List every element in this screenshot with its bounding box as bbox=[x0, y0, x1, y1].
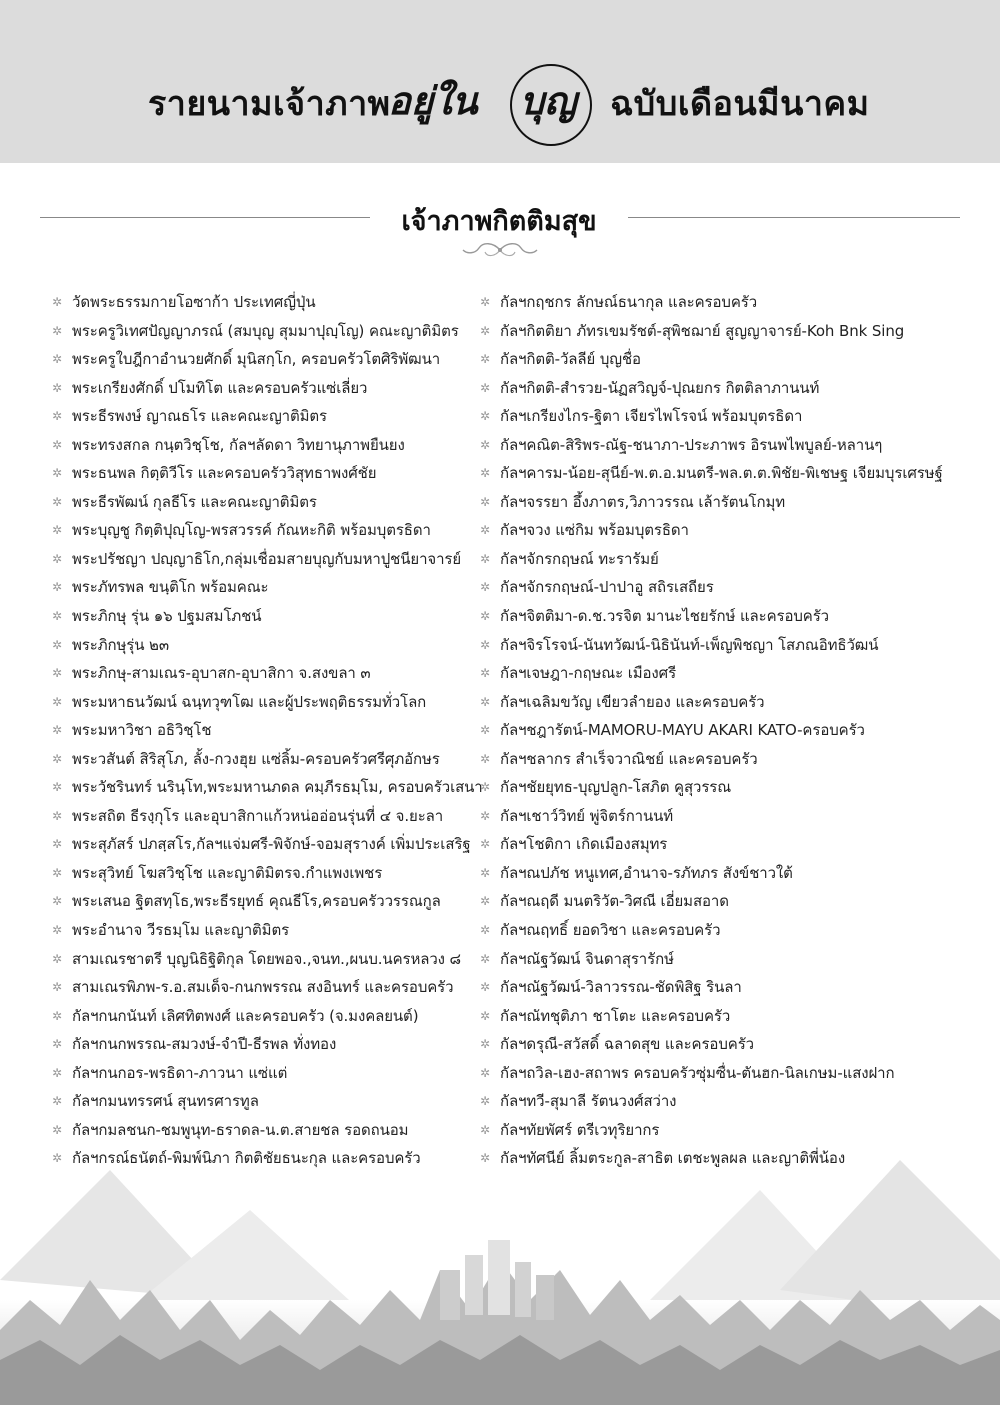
list-item bbox=[478, 402, 978, 431]
list-item bbox=[50, 1002, 490, 1031]
star-bullet-icon: ✲ bbox=[52, 694, 63, 709]
list-item bbox=[50, 573, 490, 602]
header-band bbox=[0, 0, 1000, 163]
sponsor-list-right bbox=[478, 288, 978, 1173]
list-item bbox=[50, 659, 490, 688]
list-item bbox=[478, 317, 978, 346]
star-bullet-icon: ✲ bbox=[480, 523, 491, 538]
list-item bbox=[50, 716, 490, 745]
sponsor-name: พระเสนอ ฐิตสทฺโธ,พระธีรยุทธ์ คุณธีโร,ครอบครัววรรณกูล bbox=[72, 892, 441, 911]
sponsor-name: กัลฯถวิล-เฮง-สถาพร ครอบครัวซุ่มซื่น-ตันฮก-นิลเกษม-แสงฝาก bbox=[500, 1063, 895, 1082]
sponsor-name: กัลฯณัทชุติภา ชาโตะ และครอบครัว bbox=[500, 1006, 731, 1025]
list-item bbox=[478, 688, 978, 717]
sponsor-name: พระทรงสกล กนฺตวิชฺโช, กัลฯลัดดา วิทยานุภาพยืนยง bbox=[72, 435, 405, 454]
sponsor-name: กัลฯชัยยุทธ-บุญปลูก-โสภิต คูสุวรรณ bbox=[500, 778, 732, 797]
star-bullet-icon: ✲ bbox=[52, 951, 63, 966]
sponsor-name: วัดพระธรรมกายโอซาก้า ประเทศญี่ปุ่น bbox=[72, 293, 316, 311]
list-item bbox=[478, 631, 978, 660]
star-bullet-icon: ✲ bbox=[52, 723, 63, 738]
sponsor-name: กัลฯเกรียงไกร-ฐิตา เจียรไพโรจน์ พร้อมบุตรธิดา bbox=[500, 407, 803, 426]
star-bullet-icon: ✲ bbox=[52, 1065, 63, 1080]
sponsor-name: กัลฯณฤดี มนตริวัต-วิศณี เอี่ยมสอาด bbox=[500, 892, 729, 911]
sponsor-name: กัลฯกนกพรรณ-สมวงษ์-จำปี-ธีรพล ทั่งทอง bbox=[72, 1035, 337, 1054]
list-item bbox=[478, 916, 978, 945]
sponsor-name: กัลฯทัศนีย์ ลิ้มตระกูล-สาธิต เตชะพูลผล และญาติพี่น้อง bbox=[500, 1149, 846, 1168]
list-item bbox=[478, 1116, 978, 1145]
star-bullet-icon: ✲ bbox=[480, 580, 491, 595]
star-bullet-icon: ✲ bbox=[480, 494, 491, 509]
star-bullet-icon: ✲ bbox=[52, 409, 63, 424]
sponsor-name: กัลฯกนกนันท์ เลิศทิตพงศ์ และครอบครัว (จ.มงคลยนต์) bbox=[72, 1006, 419, 1025]
list-item bbox=[50, 859, 490, 888]
star-bullet-icon: ✲ bbox=[52, 437, 63, 452]
star-bullet-icon: ✲ bbox=[480, 808, 491, 823]
sponsor-name: กัลฯเชาว์วิทย์ พู่จิตร์กานนท์ bbox=[500, 806, 674, 825]
sponsor-name: พระธีรพัฒน์ กุลธีโร และคณะญาติมิตร bbox=[72, 492, 317, 511]
list-item bbox=[478, 545, 978, 574]
sponsor-name: กัลฯจิตติมา-ด.ช.วรจิต มานะไชยรักษ์ และครอบครัว bbox=[500, 607, 830, 626]
star-bullet-icon: ✲ bbox=[480, 551, 491, 566]
star-bullet-icon: ✲ bbox=[480, 609, 491, 624]
sponsor-name: กัลฯจรรยา อึ้งภาตร,วิภาวรรณ เล้ารัตนโกมุท bbox=[500, 492, 786, 511]
star-bullet-icon: ✲ bbox=[480, 323, 491, 338]
list-item bbox=[50, 402, 490, 431]
sponsor-name: พระมหาธนวัฒน์ ฉนฺทวุฑโฒ และผู้ประพฤติธรรมทั่วโลก bbox=[72, 692, 427, 711]
star-bullet-icon: ✲ bbox=[52, 637, 63, 652]
list-item bbox=[478, 488, 978, 517]
sponsor-name: กัลฯจิรโรจน์-นันทวัฒน์-นิธินันท์-เพ็ญพิชญา โสภณอิทธิวัฒน์ bbox=[500, 635, 879, 654]
star-bullet-icon: ✲ bbox=[480, 295, 491, 309]
sponsor-name: กัลฯทัยพัศร์ ตรีเวทุริยากร bbox=[500, 1120, 660, 1139]
star-bullet-icon: ✲ bbox=[480, 694, 491, 709]
star-bullet-icon: ✲ bbox=[480, 1008, 491, 1023]
sponsor-name: กัลฯณฤทธิ์ ยอดวิชา และครอบครัว bbox=[500, 921, 721, 940]
star-bullet-icon: ✲ bbox=[480, 409, 491, 424]
list-item bbox=[50, 830, 490, 859]
star-bullet-icon: ✲ bbox=[52, 1151, 63, 1166]
sponsor-name: กัลฯชลากร สำเร็จวาณิชย์ และครอบครัว bbox=[500, 749, 758, 768]
sponsor-list-left bbox=[50, 288, 490, 1173]
list-item bbox=[50, 1116, 490, 1145]
star-bullet-icon: ✲ bbox=[52, 295, 63, 309]
divider-right bbox=[628, 217, 960, 218]
sponsor-name: พระสุภัสร์ ปภสฺสโร,กัลฯแจ่มศรี-พิจักษ์-จอมสุรางค์ เพิ่มประเสริฐ bbox=[72, 835, 471, 854]
star-bullet-icon: ✲ bbox=[480, 1094, 491, 1109]
sponsor-name: พระสุวิทย์ โฆสวิชฺโช และญาติมิตรจ.กำแพงเพชร bbox=[72, 863, 383, 882]
list-item bbox=[478, 459, 978, 488]
header-title-right: ฉบับเดือนมีนาคม bbox=[610, 84, 870, 124]
star-bullet-icon: ✲ bbox=[480, 751, 491, 766]
star-bullet-icon: ✲ bbox=[52, 666, 63, 681]
list-item bbox=[50, 916, 490, 945]
list-item bbox=[478, 516, 978, 545]
list-item bbox=[478, 1002, 978, 1031]
list-item bbox=[50, 602, 490, 631]
sponsor-name: พระวสันต์ สิริสุโภ, ลั้ง-กวงฮุย แซ่ลิ้ม-ครอบครัวศรีศุภอักษร bbox=[72, 749, 440, 768]
star-bullet-icon: ✲ bbox=[52, 580, 63, 595]
star-bullet-icon: ✲ bbox=[480, 837, 491, 852]
star-bullet-icon: ✲ bbox=[52, 837, 63, 852]
list-item bbox=[50, 688, 490, 717]
sponsor-name: พระภิกษุ รุ่น ๑๖ ปฐมสมโภชน์ bbox=[72, 607, 262, 626]
sponsor-name: พระปรัชญา ปญฺญาธิโก,กลุ่มเชื่อมสายบุญกับมหาปูชนียาจารย์ bbox=[72, 549, 462, 568]
list-item bbox=[50, 773, 490, 802]
star-bullet-icon: ✲ bbox=[480, 666, 491, 681]
star-bullet-icon: ✲ bbox=[480, 380, 491, 395]
sponsor-name: กัลฯเฉลิมขวัญ เขียวลำยอง และครอบครัว bbox=[500, 692, 765, 711]
sponsor-name: พระสถิต ธีรงฺกุโร และอุบาสิกาแก้วหน่ออ่อนรุ่นที่ ๔ จ.ยะลา bbox=[72, 806, 444, 825]
list-item bbox=[50, 887, 490, 916]
sponsor-name: พระวัชรินทร์ นรินฺโท,พระมหานภดล คมฺภีรธมฺโม, ครอบครัวเสนา bbox=[72, 778, 483, 797]
sponsor-name: สามเณรชาตรี บุญนิธิฐิติกุล โดยพอจ.,จนท.,ผนบ.นครหลวง ๘ bbox=[72, 949, 462, 968]
list-item bbox=[478, 859, 978, 888]
star-bullet-icon: ✲ bbox=[480, 466, 491, 481]
list-item bbox=[478, 745, 978, 774]
star-bullet-icon: ✲ bbox=[52, 751, 63, 766]
sponsor-name: กัลฯคณิต-สิริพร-ณัฐ-ชนาภา-ประภาพร อิรนพไพบูลย์-หลานๆ bbox=[500, 435, 883, 454]
list-item bbox=[50, 545, 490, 574]
list-item bbox=[478, 1030, 978, 1059]
star-bullet-icon: ✲ bbox=[52, 980, 63, 995]
sponsor-name: พระเกรียงศักดิ์ ปโมทิโต และครอบครัวแซ่เลี่ยว bbox=[72, 378, 368, 397]
list-item bbox=[50, 459, 490, 488]
list-item bbox=[478, 431, 978, 460]
crystal-landscape-decoration bbox=[0, 1150, 1000, 1405]
sponsor-name: กัลฯโชติกา เกิดเมืองสมุทร bbox=[500, 835, 668, 854]
star-bullet-icon: ✲ bbox=[480, 894, 491, 909]
star-bullet-icon: ✲ bbox=[52, 808, 63, 823]
sponsor-name: กัลฯกมลชนก-ชมพูนุท-ธราดล-น.ต.สายชล รอดถนอม bbox=[72, 1120, 409, 1139]
star-bullet-icon: ✲ bbox=[52, 1008, 63, 1023]
star-bullet-icon: ✲ bbox=[52, 923, 63, 938]
sponsor-name: กัลฯณัฐวัฒน์ จินดาสุรารักษ์ bbox=[500, 949, 674, 968]
sponsor-name: พระภิกษุ-สามเณร-อุบาสก-อุบาสิกา จ.สงขลา ๓ bbox=[72, 664, 371, 683]
sponsor-name: กัลฯคารม-น้อย-สุนีย์-พ.ต.อ.มนตรี-พล.ต.ต.พิชัย-พิเชษฐ เจียมบุรเศรษฐ์ bbox=[500, 464, 943, 483]
flourish-ornament-icon bbox=[455, 239, 545, 261]
sponsor-name: พระธนพล กิตฺติวีโร และครอบครัววิสุทธาพงศ์ชัย bbox=[72, 464, 377, 483]
sponsor-name: กัลฯดรุณี-สวัสดิ์ ฉลาดสุข และครอบครัว bbox=[500, 1035, 754, 1054]
brand-logo bbox=[386, 64, 600, 150]
sponsor-name: กัลฯกรณ์ธนัตถ์-พิมพ์นิภา กิตติชัยธนะกุล และครอบครัว bbox=[72, 1149, 421, 1168]
list-item bbox=[478, 716, 978, 745]
sponsor-name: พระธีรพงษ์ ญาณธโร และคณะญาติมิตร bbox=[72, 407, 327, 426]
star-bullet-icon: ✲ bbox=[52, 323, 63, 338]
star-bullet-icon: ✲ bbox=[52, 551, 63, 566]
sponsor-name: กัลฯกฤชกร ลักษณ์ธนากุล และครอบครัว bbox=[500, 293, 758, 311]
sponsor-name: พระภิกษุรุ่น ๒๓ bbox=[72, 635, 169, 654]
list-item bbox=[50, 431, 490, 460]
list-item bbox=[50, 345, 490, 374]
list-item bbox=[50, 288, 490, 317]
list-item bbox=[50, 516, 490, 545]
star-bullet-icon: ✲ bbox=[480, 780, 491, 795]
list-item bbox=[478, 773, 978, 802]
sponsor-name: กัลฯจวง แซ่กิม พร้อมบุตรธิดา bbox=[500, 521, 689, 540]
list-item bbox=[50, 317, 490, 346]
star-bullet-icon: ✲ bbox=[52, 1122, 63, 1137]
sponsor-name: กัลฯเจษฎา-กฤษณะ เมืองศรี bbox=[500, 664, 677, 683]
star-bullet-icon: ✲ bbox=[52, 466, 63, 481]
header-title-left: รายนามเจ้าภาพ bbox=[148, 84, 391, 124]
sponsor-name: พระครูใบฎีกาอำนวยศักดิ์ มุนิสกฺโก, ครอบครัวโตศิริพัฒนา bbox=[72, 350, 441, 369]
star-bullet-icon: ✲ bbox=[480, 1151, 491, 1166]
logo-word-1: อยู่ใน bbox=[388, 78, 478, 123]
list-item bbox=[478, 1059, 978, 1088]
star-bullet-icon: ✲ bbox=[480, 951, 491, 966]
star-bullet-icon: ✲ bbox=[52, 494, 63, 509]
sponsor-name: กัลฯกิตติ-สำรวย-นัฏสวิญจ์-ปุณยกร กิตติลาภานนท์ bbox=[500, 378, 820, 397]
list-item bbox=[478, 945, 978, 974]
list-item bbox=[478, 374, 978, 403]
section-heading bbox=[0, 195, 1000, 265]
list-item bbox=[50, 802, 490, 831]
list-item bbox=[478, 602, 978, 631]
star-bullet-icon: ✲ bbox=[480, 637, 491, 652]
list-item bbox=[478, 288, 978, 317]
sponsor-name: พระครูวิเทศปัญญาภรณ์ (สมบุญ สุมมาปุญฺโญ) คณะญาติมิตร bbox=[72, 321, 459, 340]
star-bullet-icon: ✲ bbox=[480, 923, 491, 938]
list-item bbox=[478, 659, 978, 688]
star-bullet-icon: ✲ bbox=[52, 380, 63, 395]
sponsor-name: กัลฯกิตติยา ภัทรเขมรัชต์-สุพิชฌาย์ สูญญาจารย์-Koh Bnk Sing bbox=[500, 321, 905, 340]
star-bullet-icon: ✲ bbox=[52, 1094, 63, 1109]
section-title: เจ้าภาพกิตติมสุข bbox=[401, 206, 597, 237]
divider-left bbox=[40, 217, 370, 218]
sponsor-name: กัลฯทวี-สุมาลี รัตนวงศ์สว่าง bbox=[500, 1092, 677, 1111]
star-bullet-icon: ✲ bbox=[480, 437, 491, 452]
sponsor-name: กัลฯณัฐวัฒน์-วิลาวรรณ-ชัดพิสิฐ รินลา bbox=[500, 978, 742, 997]
star-bullet-icon: ✲ bbox=[480, 1122, 491, 1137]
star-bullet-icon: ✲ bbox=[52, 894, 63, 909]
list-item bbox=[478, 1087, 978, 1116]
sponsor-name: กัลฯกิตติ-วัลลีย์ บุญชื่อ bbox=[500, 350, 641, 369]
sponsor-name: กัลฯจักรกฤษณ์ ทะรารัมย์ bbox=[500, 549, 659, 568]
sponsor-name: กัลฯกมนทรรศน์ สุนทรศารทูล bbox=[72, 1092, 259, 1111]
star-bullet-icon: ✲ bbox=[52, 352, 63, 367]
star-bullet-icon: ✲ bbox=[480, 352, 491, 367]
list-item bbox=[478, 802, 978, 831]
star-bullet-icon: ✲ bbox=[52, 523, 63, 538]
list-item bbox=[50, 1030, 490, 1059]
sponsor-name: พระมหาวิชา อธิวิชฺโช bbox=[72, 721, 212, 740]
sponsor-name: พระบุญชู กิตฺติปุญฺโญ-พรสวรรค์ กัณหะกิติ พร้อมบุตรธิดา bbox=[72, 521, 431, 540]
list-item bbox=[50, 1059, 490, 1088]
list-item bbox=[478, 887, 978, 916]
list-item bbox=[50, 945, 490, 974]
star-bullet-icon: ✲ bbox=[480, 1065, 491, 1080]
list-item bbox=[50, 374, 490, 403]
sponsor-name: กัลฯกนกอร-พรธิดา-ภาวนา แซ่แต่ bbox=[72, 1063, 288, 1082]
star-bullet-icon: ✲ bbox=[480, 980, 491, 995]
sponsor-name: กัลฯณปภัช หนูเทศ,อำนาจ-รภัทภร สังข์ชาวใต้ bbox=[500, 863, 793, 882]
logo-word-2: บุญ bbox=[520, 78, 577, 123]
sponsor-name: กัลฯชฎารัตน์-MAMORU-MAYU AKARI KATO-ครอบครัว bbox=[500, 721, 865, 740]
list-item bbox=[478, 830, 978, 859]
list-item bbox=[478, 345, 978, 374]
star-bullet-icon: ✲ bbox=[52, 609, 63, 624]
star-bullet-icon: ✲ bbox=[52, 1037, 63, 1052]
list-item bbox=[50, 973, 490, 1002]
sponsor-name: สามเณรพิภพ-ร.อ.สมเด็จ-กนกพรรณ สงอินทร์ และครอบครัว bbox=[72, 978, 454, 997]
list-item bbox=[50, 488, 490, 517]
list-item bbox=[478, 573, 978, 602]
star-bullet-icon: ✲ bbox=[480, 723, 491, 738]
list-item bbox=[50, 1087, 490, 1116]
list-item bbox=[50, 631, 490, 660]
star-bullet-icon: ✲ bbox=[480, 1037, 491, 1052]
sponsor-name: กัลฯจักรกฤษณ์-ปาปาอู สถิรเสถียร bbox=[500, 578, 714, 597]
star-bullet-icon: ✲ bbox=[480, 865, 491, 880]
sponsor-name: พระอำนาจ วีรธมฺโม และญาติมิตร bbox=[72, 921, 290, 940]
star-bullet-icon: ✲ bbox=[52, 865, 63, 880]
list-item bbox=[50, 745, 490, 774]
list-item bbox=[478, 973, 978, 1002]
sponsor-name: พระภัทรพล ขนฺติโก พร้อมคณะ bbox=[72, 578, 269, 597]
star-bullet-icon: ✲ bbox=[52, 780, 63, 795]
